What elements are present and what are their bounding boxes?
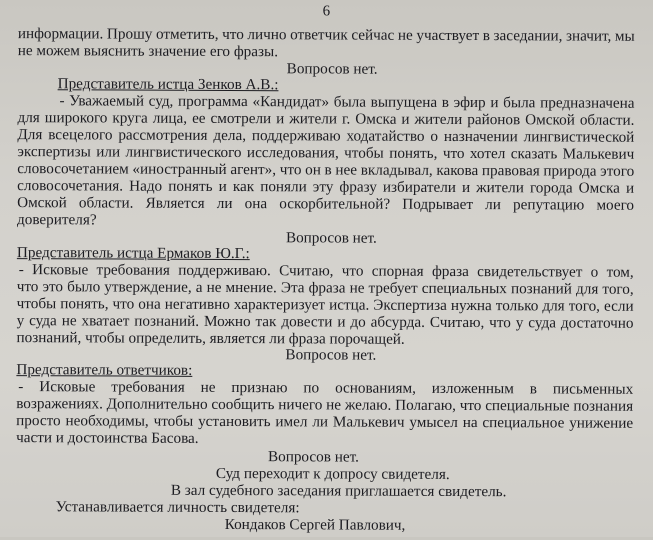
- text-line: доверителя?: [17, 211, 97, 229]
- text-line: не можем выяснить значение его фразы.: [17, 42, 279, 61]
- text-line: Вопросов нет.: [285, 229, 377, 247]
- text-line: Вопросов нет.: [285, 346, 377, 364]
- text-line: экспертизы или лингвистического исследования, чтобы понять, что хотел сказать Малькевич: [17, 143, 635, 163]
- text-line: познаний, чтобы определить, является ли фраза порочащей.: [16, 329, 405, 348]
- page-number: 6: [322, 3, 331, 20]
- text-line: чтобы понять, что она негативно характеризует истца. Экспертиза нужна только для того, если: [16, 295, 634, 315]
- text-line: Суд переходит к допросу свидетеля.: [215, 464, 450, 483]
- text-line: - Исковые требования не признаю по основаниям, изложенным в письменных: [18, 378, 634, 398]
- text-line: словосочетания. Надо понять и как поняли эту фразу избиратели и жители города Омска и: [17, 177, 635, 197]
- text-line: - Исковые требования поддерживаю. Считаю, что спорная фраза свидетельствует о том,: [18, 261, 634, 281]
- text-line: возражениях. Дополнительно сообщить ничего не желаю. Полагаю, что специальные познания: [16, 395, 634, 415]
- text-line: Омской области. Является ли она оскорбительной? Подрывает ли репутацию моего: [17, 194, 635, 214]
- speaker-heading: Представитель истца Зенков А.В.:: [57, 75, 279, 94]
- text-line: - Уважаемый суд, программа «Кандидат» была выпущена в эфир и была предназначена: [59, 92, 635, 112]
- text-line: части и достоинства Басова.: [16, 429, 199, 447]
- text-line: Вопросов нет.: [267, 448, 359, 466]
- speaker-heading: Представитель истца Ермаков Ю.Г.:: [16, 244, 250, 263]
- text-line: что это было утверждение, а не мнение. Эта фраза не требует специальных познаний для того,: [16, 278, 634, 298]
- text-line: Вопросов нет.: [286, 60, 378, 78]
- text-line: словосочетанием «иностранный агент», что он в нее вкладывал, какова правовая природа этого: [17, 160, 635, 180]
- text-line: информации. Прошу отметить, что лично ответчик сейчас не участвует в заседании, значит, мы: [17, 25, 635, 45]
- text-line: у суда не хватает познаний. Можно так довести и до абсурда. Считаю, что у суда достаточно: [16, 312, 634, 332]
- text-line: Устанавливается личность свидетеля:: [55, 498, 300, 517]
- text-line: Для всецелого рассмотрения дела, поддерживаю ходатайство о назначении лингвистической: [17, 126, 635, 146]
- text-line: для широкого круга лица, ее смотрели и жители г. Омска и жители районов Омской области.: [17, 109, 635, 129]
- speaker-heading: Представитель ответчиков:: [16, 361, 193, 379]
- text-line: Кондаков Сергей Павлович,: [224, 515, 406, 534]
- text-line: В зал судебного заседания приглашается свидетель.: [170, 481, 507, 501]
- text-line: просто необходимы, чтобы установить имел ли Малькевич умысел на специальное унижение: [16, 412, 634, 432]
